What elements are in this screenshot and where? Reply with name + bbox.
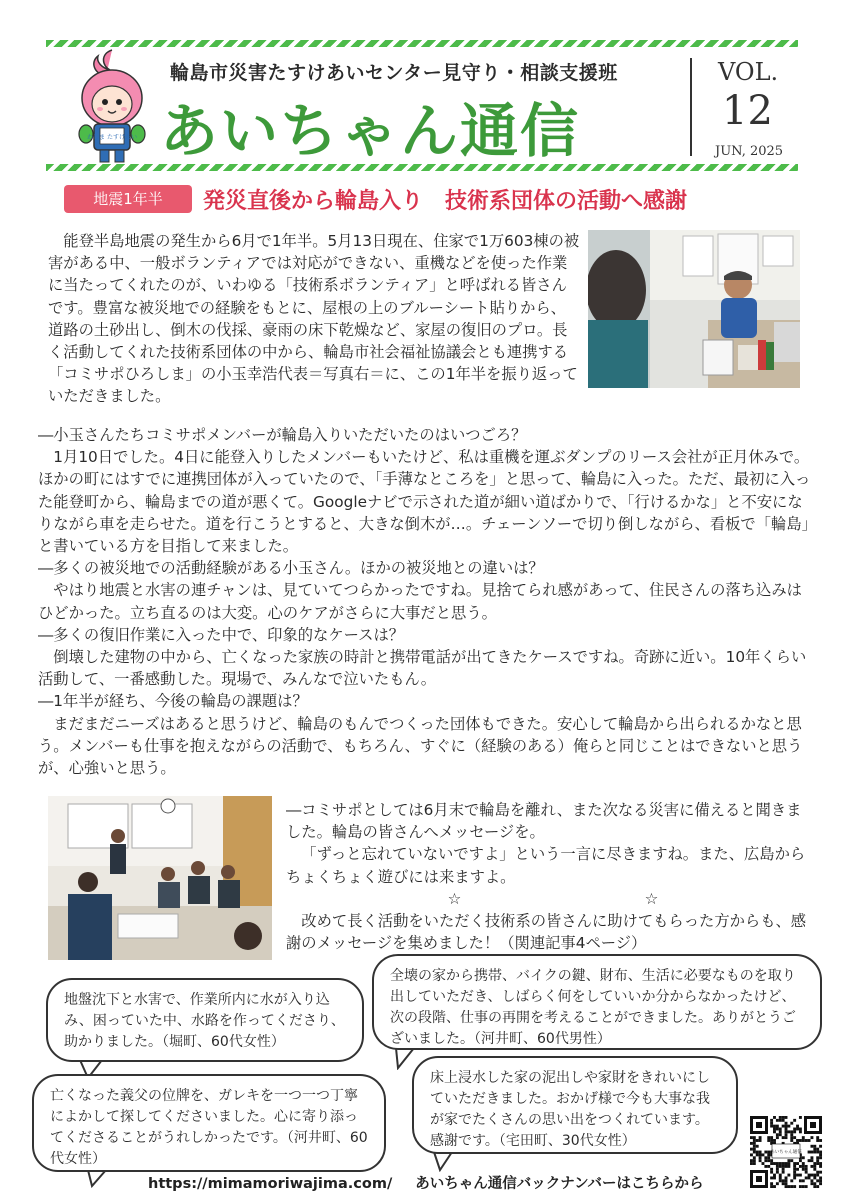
answer-1: 1月10日でした。4日に能登入りしたメンバーもいたけど、私は重機を運ぶダンプのリース会社が正月休みで。ほかの町にはすでに連携団体が入っていたので、「手薄なところを」と思って、輪島に入った。ただ、最初に入った能登町から、輪島までの道が悪くて。Googleナビで示された道が細い道ばかりで、「行けるかな」と不安になりながら車を走らせた。道を行こうとすると、大きな倒木が…。チェーンソーで切り倒しながら、看板で「輪島」と書いている方を目指して来ました。 (38, 448, 811, 556)
organization-name: 輪島市災害たすけあいセンター見守り・相談支援班 (170, 62, 618, 84)
article-tag: 地震1年半 (64, 185, 192, 213)
answer-2: やはり地震と水害の連チャンは、見ていてつらかったですね。見捨てられ感があって、住民さんの落ち込みはひどかった。立ち直るのは大変。心のケアがさらに大事だと思う。 (38, 581, 802, 622)
article-headline: 発災直後から輪島入り 技術系団体の活動へ感謝 (203, 189, 688, 214)
top-stripe (46, 40, 798, 47)
qa-section (38, 424, 812, 779)
outro-text: 改めて長く活動をいただく技術系の皆さんに助けてもらった方からも、感謝のメッセージを集めました！（関連記事4ページ） (286, 912, 807, 953)
message-text: 地盤沈下と水害で、作業所内に水が入り込み、困っていた中、水路を作ってくださり、助かりました。（堀町、60代女性） (64, 992, 345, 1050)
message-bubble (412, 1056, 738, 1154)
newsletter-title: あいちゃん通信 (160, 97, 581, 165)
meeting-photo (48, 796, 272, 960)
answer-3: 倒壊した建物の中から、亡くなった家族の時計と携帯電話が出てきたケースですね。奇跡に近い。10年くらい活動して、一番感動した。現場で、みんなで泣いたもん。 (38, 648, 807, 689)
volume-number: 12 (722, 88, 773, 134)
question-1: ―小玉さんたちコミサポメンバーが輪島入りいただいたのはいつごろ？ (38, 426, 527, 444)
closing-section (286, 799, 810, 954)
message-bubble (46, 978, 364, 1062)
volume-label: VOL. (718, 58, 779, 86)
closing-answer: 「ずっと忘れていないですよ」という一言に尽きますね。また、広島からちょくちょく遊びには来ますよ。 (286, 845, 806, 886)
issue-date: JUN, 2025 (715, 144, 784, 159)
intro-section (48, 230, 580, 408)
intro-text: 能登半島地震の発生から6月で1年半。5月13日現在、住家で1万603棟の被害がある中、一般ボランティアでは対応ができない、重機などを使った作業に当たってくれたのが、いわゆる「技術系ボランティア」と呼ばれる皆さんです。豊富な被災地での経験をもとに、屋根の上のブルーシート貼りから、道路の土砂出し、倒木の伐採、豪雨の床下乾燥など、家屋の復旧のプロ。長く活動してくれた技術系団体の中から、輪島市社会福祉協議会とも連携する「コミサポひろしま」の小玉幸浩代表＝写真右＝に、この1年半を振り返っていただきました。 (48, 232, 580, 406)
footer-text: あいちゃん通信バックナンバーはこちらから (415, 1176, 704, 1192)
qr-code[interactable] (748, 1114, 824, 1190)
message-text: 全壊の家から携帯、バイクの鍵、財布、生活に必要なものを取り出していただき、しばらく何をしていいか分からなかったけど、次の段階、仕事の再開を考えることができました。ありがとうございました。（河井町、60代男性） (390, 968, 796, 1047)
closing-question: ―コミサポとしては6月末で輪島を離れ、また次なる災害に備えると聞きました。輪島の皆さんへメッセージを。 (286, 801, 802, 842)
message-bubble (32, 1074, 386, 1172)
question-2: ―多くの被災地での活動経験がある小玉さん。ほかの被災地との違いは？ (38, 559, 544, 578)
question-4: ―1年半が経ち、今後の輪島の課題は？ (38, 692, 308, 711)
answer-4: まだまだニーズはあると思うけど、輪島のもんでつくった団体もできた。安心して輪島から出られるかなと思う。メンバーも仕事を抱えながらの活動で、もちろん、すぐに（経験のある）俺らと同じことはできないと思うが、心強いと思う。 (38, 714, 803, 778)
star-divider (286, 888, 810, 910)
question-3: ―多くの復旧作業に入った中で、印象的なケースは？ (38, 625, 405, 644)
mascot-sign: わじま たすけあい (87, 134, 137, 141)
star-icon: ☆ (447, 889, 462, 908)
website-link[interactable]: https://mimamoriwajima.com/ (148, 1176, 393, 1192)
message-text: 床上浸水した家の泥出しや家財をきれいにしていただきました。おかげ様で今も大事な我が家でたくさんの思い出をつくれています。感謝です。（宅田町、30代女性） (430, 1070, 710, 1149)
footer (148, 1172, 704, 1193)
star-icon: ☆ (644, 889, 659, 908)
qr-caption: あいちゃん通信 (770, 1150, 802, 1155)
header-divider (690, 58, 692, 156)
message-bubble (372, 954, 822, 1050)
mascot-illustration (72, 48, 152, 166)
message-text: 亡くなった義父の位牌を、ガレキを一つ一つ丁寧によかして探してくださいました。心に寄り添ってくださることがうれしかったです。（河井町、60代女性） (50, 1088, 368, 1167)
interview-photo (588, 230, 800, 388)
